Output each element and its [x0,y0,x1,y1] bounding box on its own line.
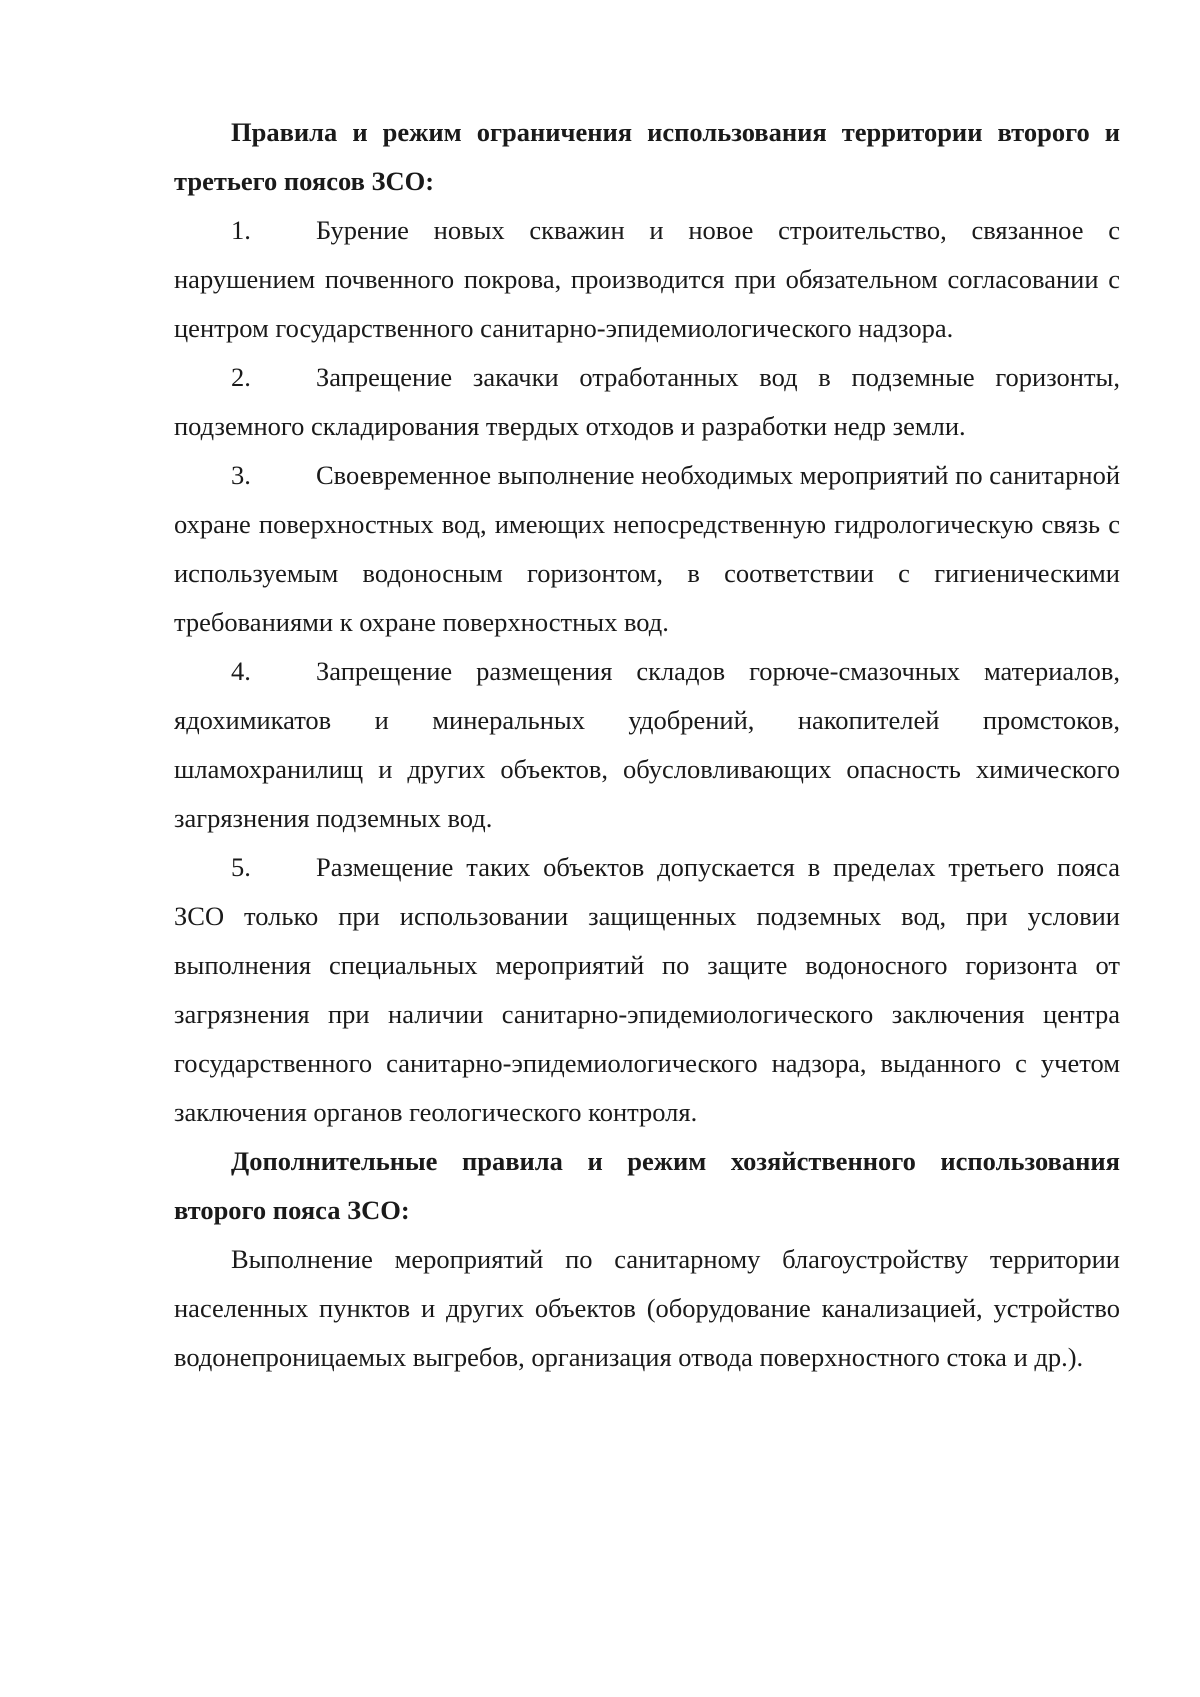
list-item-text: Своевременное выполнение необходимых мероприятий по санитарной охране поверхностных вод, имеющих непосредственную гидрологическую связь с используемым водоносным горизонтом, в соответствии с гигиеническими требованиями к охране поверхностных вод. [174,460,1120,637]
list-item-text: Размещение таких объектов допускается в пределах третьего пояса ЗСО только при использовании защищенных подземных вод, при условии выполнения специальных мероприятий по защите водоносного горизонта от загрязнения при наличии санитарно-эпидемиологического заключения центра государственного санитарно-эпидемиологического надзора, выданного с учетом заключения органов геологического контроля. [174,852,1120,1127]
list-item-2 [174,353,1120,451]
list-item-number: 3. [231,460,251,490]
list-item-3 [174,451,1120,647]
list-item-text: Бурение новых скважин и новое строительство, связанное с нарушением почвенного покрова, производится при обязательном согласовании с центром государственного санитарно-эпидемиологического надзора. [174,215,1120,343]
list-item-4 [174,647,1120,843]
section-heading-1: Правила и режим ограничения использования территории второго и третьего поясов ЗСО: [174,117,1120,196]
list-item-text: Запрещение закачки отработанных вод в подземные горизонты, подземного складирования твердых отходов и разработки недр земли. [174,362,1120,441]
list-item-text: Запрещение размещения складов горюче-смазочных материалов, ядохимикатов и минеральных удобрений, накопителей промстоков, шламохранилищ и других объектов, обусловливающих опасность химического загрязнения подземных вод. [174,656,1120,833]
list-item-number: 1. [231,215,251,245]
list-item-5 [174,843,1120,1137]
list-item-1 [174,206,1120,353]
list-item-number: 4. [231,656,251,686]
document-body [174,108,1120,1382]
body-paragraph: Выполнение мероприятий по санитарному благоустройству территории населенных пунктов и других объектов (оборудование канализацией, устройство водонепроницаемых выгребов, организация отвода поверхностного стока и др.). [174,1244,1120,1372]
section-heading-2: Дополнительные правила и режим хозяйственного использования второго пояса ЗСО: [174,1146,1120,1225]
list-item-number: 2. [231,362,251,392]
list-item-number: 5. [231,852,251,882]
